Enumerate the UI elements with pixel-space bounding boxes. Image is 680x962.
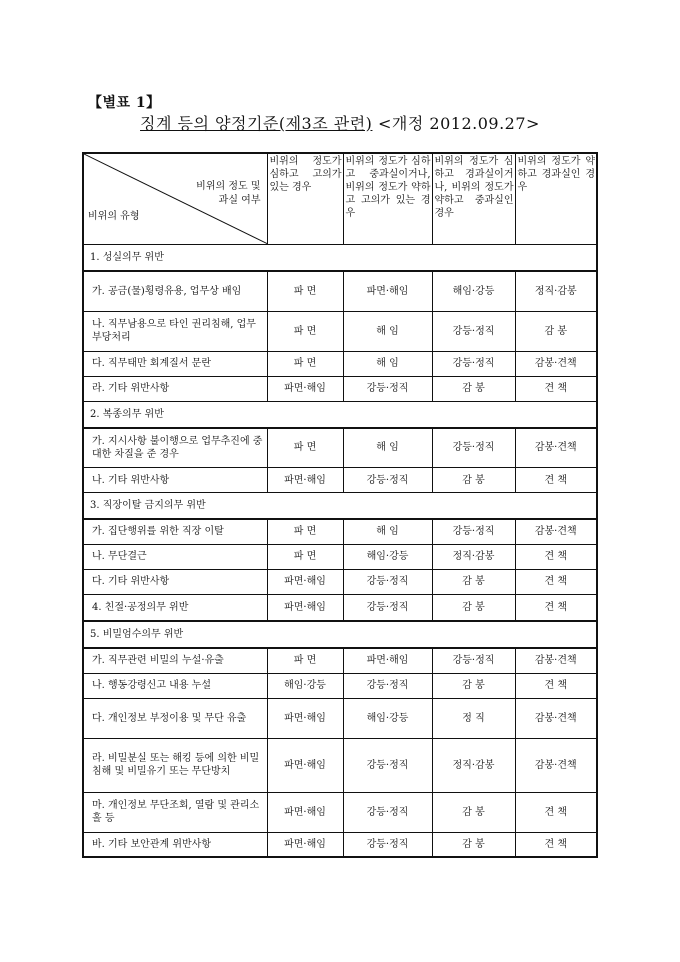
penalty-cell: 감 봉	[432, 832, 515, 857]
penalty-cell: 감봉·견책	[515, 738, 597, 792]
penalty-cell: 해임·강등	[343, 698, 432, 738]
penalty-cell: 파면·해임	[343, 271, 432, 311]
corner-top-right-line-2: 과실 여부	[218, 195, 261, 206]
corner-bottom-left: 비위의 유형	[88, 211, 140, 222]
penalty-cell: 해 임	[343, 351, 432, 376]
violation-type-cell: 마. 개인정보 무단조회, 열람 및 관리소홀 등	[83, 792, 267, 832]
penalty-cell: 견 책	[515, 832, 597, 857]
title-main: 징계 등의 양정기준(제3조 관련)	[140, 114, 373, 133]
penalty-cell: 감 봉	[432, 376, 515, 401]
penalty-cell: 견 책	[515, 376, 597, 401]
penalty-cell: 감 봉	[432, 468, 515, 493]
table-row	[83, 376, 597, 401]
penalty-cell: 파면·해임	[267, 376, 343, 401]
table-row	[83, 271, 597, 311]
table-row	[83, 519, 597, 544]
penalty-cell: 견 책	[515, 673, 597, 698]
penalty-cell: 파면·해임	[267, 468, 343, 493]
table-row	[83, 311, 597, 351]
penalty-cell: 감봉·견책	[515, 351, 597, 376]
penalty-cell: 강등·정직	[432, 351, 515, 376]
violation-type-cell: 4. 친절·공정의무 위반	[83, 594, 267, 621]
violation-type-cell: 다. 개인정보 부정이용 및 무단 유출	[83, 698, 267, 738]
penalty-cell: 강등·정직	[432, 648, 515, 673]
penalty-cell: 강등·정직	[432, 311, 515, 351]
annex-label: 【별표 1】	[88, 95, 161, 111]
penalty-cell: 파면·해임	[267, 569, 343, 594]
penalty-cell: 견 책	[515, 569, 597, 594]
penalty-cell: 강등·정직	[343, 673, 432, 698]
table-row	[83, 738, 597, 792]
penalty-cell: 파 면	[267, 311, 343, 351]
category-row	[83, 401, 597, 428]
penalty-cell: 감 봉	[432, 792, 515, 832]
penalty-cell: 정직·감봉	[432, 738, 515, 792]
document-title	[0, 111, 680, 134]
penalty-cell: 정직·감봉	[515, 271, 597, 311]
penalty-cell: 파면·해임	[343, 648, 432, 673]
penalty-cell: 견 책	[515, 594, 597, 621]
column-header-1: 비위의 정도가 심하고 고의가 있는 경우	[267, 153, 343, 245]
penalty-cell: 해임·강등	[432, 271, 515, 311]
table-body	[83, 153, 597, 857]
corner-top-right-line-1: 비위의 정도 및	[196, 181, 261, 192]
column-header-4: 비위의 정도가 약하고 경과실인 경우	[515, 153, 597, 245]
violation-type-cell: 가. 공금(물)횡령유용, 업무상 배임	[83, 271, 267, 311]
violation-type-cell: 나. 행동강령신고 내용 누설	[83, 673, 267, 698]
table-row	[83, 673, 597, 698]
penalty-cell: 감봉·견책	[515, 698, 597, 738]
penalty-cell: 정 직	[432, 698, 515, 738]
violation-type-cell: 다. 직무태만 회계질서 문란	[83, 351, 267, 376]
penalty-cell: 감 봉	[432, 569, 515, 594]
penalty-cell: 강등·정직	[343, 569, 432, 594]
table-row	[83, 351, 597, 376]
category-label: 5. 비밀엄수의무 위반	[83, 621, 597, 648]
header-row	[83, 153, 597, 245]
category-label: 3. 직장이탈 금지의무 위반	[83, 493, 597, 520]
penalty-cell: 파 면	[267, 271, 343, 311]
corner-header-cell	[83, 153, 267, 245]
table-row	[83, 428, 597, 468]
table-row	[83, 832, 597, 857]
penalty-cell: 해 임	[343, 311, 432, 351]
table-row	[83, 544, 597, 569]
penalty-cell: 해 임	[343, 428, 432, 468]
category-item-row	[83, 594, 597, 621]
penalty-cell: 해임·강등	[267, 673, 343, 698]
penalty-cell: 강등·정직	[343, 792, 432, 832]
penalty-cell: 파 면	[267, 519, 343, 544]
violation-type-cell: 다. 기타 위반사항	[83, 569, 267, 594]
category-row	[83, 621, 597, 648]
penalty-cell: 감봉·견책	[515, 428, 597, 468]
penalty-cell: 감 봉	[515, 311, 597, 351]
penalty-cell: 강등·정직	[432, 519, 515, 544]
penalty-cell: 파 면	[267, 648, 343, 673]
penalty-cell: 파 면	[267, 351, 343, 376]
category-label: 2. 복종의무 위반	[83, 401, 597, 428]
penalty-cell: 강등·정직	[343, 594, 432, 621]
penalty-cell: 해 임	[343, 519, 432, 544]
penalty-cell: 강등·정직	[343, 468, 432, 493]
penalty-cell: 파 면	[267, 428, 343, 468]
penalty-cell: 감봉·견책	[515, 519, 597, 544]
penalty-cell: 감 봉	[432, 594, 515, 621]
penalty-cell: 강등·정직	[343, 376, 432, 401]
penalty-cell: 강등·정직	[343, 832, 432, 857]
title-revision: <개정 2012.09.27>	[372, 114, 540, 133]
violation-type-cell: 바. 기타 보안관계 위반사항	[83, 832, 267, 857]
column-header-3: 비위의 정도가 심하고 경과실이거나, 비위의 정도가 약하고 중과실인 경우	[432, 153, 515, 245]
violation-type-cell: 나. 기타 위반사항	[83, 468, 267, 493]
category-label: 1. 성실의무 위반	[83, 245, 597, 272]
penalty-cell: 강등·정직	[432, 428, 515, 468]
corner-top-right	[196, 180, 260, 208]
penalty-cell: 해임·강등	[343, 544, 432, 569]
penalty-cell: 파면·해임	[267, 792, 343, 832]
violation-type-cell: 나. 직무남용으로 타인 권리침해, 업무부당처리	[83, 311, 267, 351]
violation-type-cell: 가. 지시사항 불이행으로 업무추진에 중대한 차질을 준 경우	[83, 428, 267, 468]
violation-type-cell: 가. 집단행위를 위한 직장 이탈	[83, 519, 267, 544]
penalty-cell: 파면·해임	[267, 738, 343, 792]
penalty-cell: 감봉·견책	[515, 648, 597, 673]
table-row	[83, 698, 597, 738]
penalty-cell: 파면·해임	[267, 594, 343, 621]
violation-type-cell: 나. 무단결근	[83, 544, 267, 569]
table-row	[83, 468, 597, 493]
penalty-cell: 정직·감봉	[432, 544, 515, 569]
violation-type-cell: 라. 기타 위반사항	[83, 376, 267, 401]
disciplinary-standards-table	[82, 152, 598, 858]
penalty-cell: 파면·해임	[267, 698, 343, 738]
table-row	[83, 792, 597, 832]
violation-type-cell: 라. 비밀분실 또는 해킹 등에 의한 비밀침해 및 비밀유기 또는 무단방치	[83, 738, 267, 792]
penalty-cell: 파 면	[267, 544, 343, 569]
column-header-2: 비위의 정도가 심하고 중과실이거나, 비위의 정도가 약하고 고의가 있는 경우	[343, 153, 432, 245]
penalty-cell: 강등·정직	[343, 738, 432, 792]
penalty-cell: 견 책	[515, 468, 597, 493]
penalty-cell: 감 봉	[432, 673, 515, 698]
penalty-cell: 견 책	[515, 544, 597, 569]
category-row	[83, 245, 597, 272]
penalty-cell: 파면·해임	[267, 832, 343, 857]
table-row	[83, 648, 597, 673]
table-row	[83, 569, 597, 594]
violation-type-cell: 가. 직무관련 비밀의 누설·유출	[83, 648, 267, 673]
penalty-cell: 견 책	[515, 792, 597, 832]
category-row	[83, 493, 597, 520]
